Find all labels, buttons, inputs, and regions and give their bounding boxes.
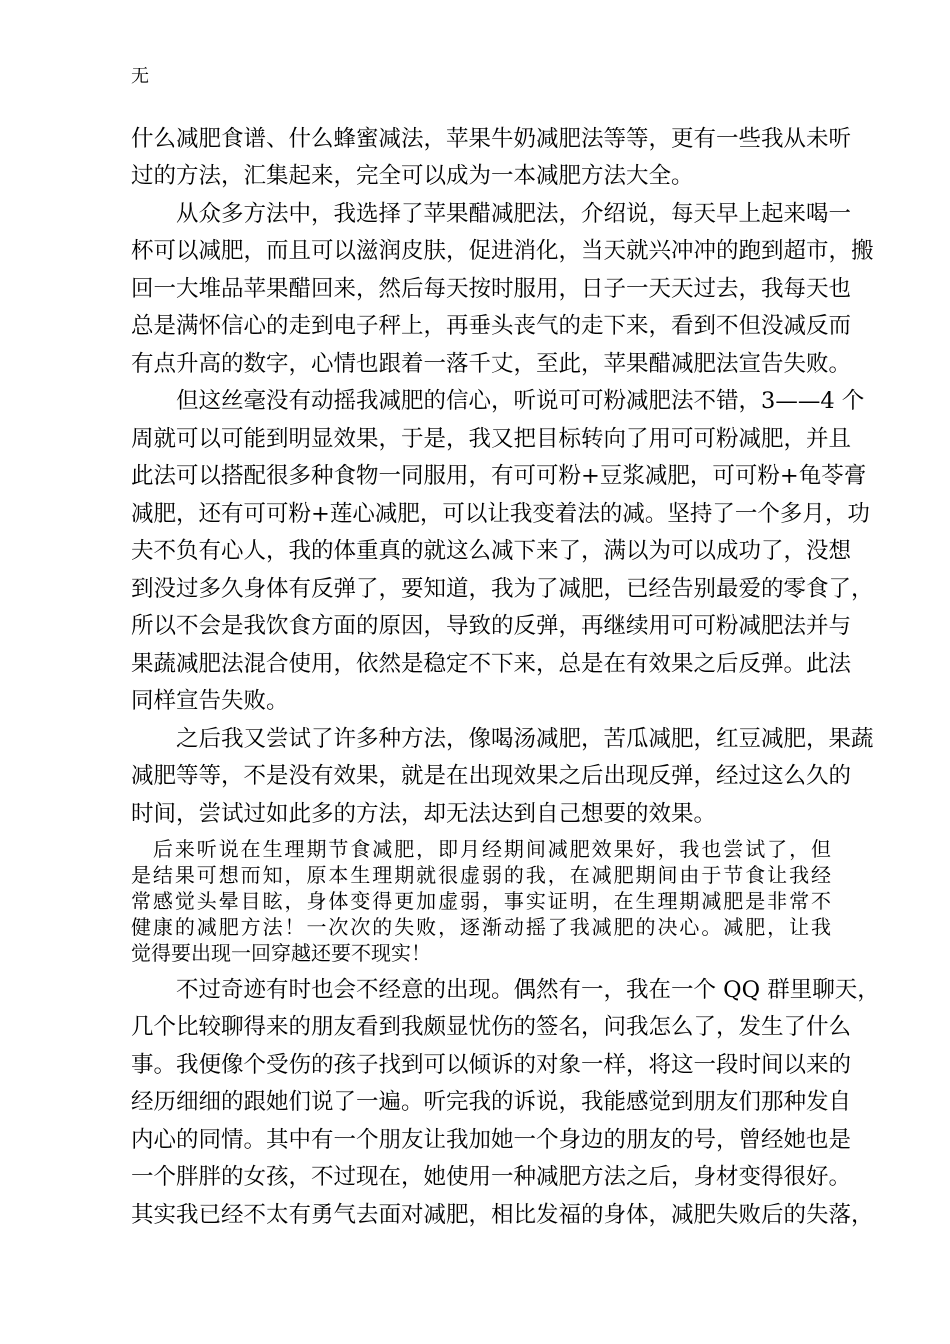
body-line: 常感觉头晕目眩，身体变得更加虚弱，事实证明，在生理期减肥是非常不 [131,889,831,913]
body-line: 周就可以可能到明显效果，于是，我又把目标转向了用可可粉减肥，并且 [131,426,852,452]
body-line: 同样宣告失败。 [131,688,289,714]
body-line: 时间，尝试过如此多的方法，却无法达到自己想要的效果。 [131,801,717,827]
body-line: 几个比较聊得来的朋友看到我颇显忧伤的签名，问我怎么了，发生了什么 [131,1014,852,1040]
body-line: 但这丝毫没有动摇我减肥的信心，听说可可粉减肥法不错，3——4 个 [131,388,865,414]
body-line: 经历细细的跟她们说了一遍。听完我的诉说，我能感觉到朋友们那种发自 [131,1089,852,1115]
page-header: 无 [131,66,149,87]
body-line: 有点升高的数字，心情也跟着一落千丈，至此，苹果醋减肥法宣告失败。 [131,351,852,377]
body-line: 内心的同情。其中有一个朋友让我加她一个身边的朋友的号，曾经她也是 [131,1127,852,1153]
body-line: 杯可以减肥，而且可以滋润皮肤，促进消化，当天就兴冲冲的跑到超市，搬 [131,238,874,264]
body-line: 觉得要出现一回穿越还要不现实！ [131,941,431,965]
body-line: 一个胖胖的女孩，不过现在，她使用一种减肥方法之后，身材变得很好。 [131,1164,852,1190]
body-line: 到没过多久身体有反弹了，要知道，我为了减肥，已经告别最爱的零食了， [131,576,874,602]
body-line: 总是满怀信心的走到电子秤上，再垂头丧气的走下来，看到不但没减反而 [131,313,852,339]
body-line: 健康的减肥方法！一次次的失败，逐渐动摇了我减肥的决心。减肥，让我 [131,915,831,939]
body-line: 减肥等等，不是没有效果，就是在出现效果之后出现反弹，经过这么久的 [131,763,852,789]
body-line: 其实我已经不太有勇气去面对减肥，相比发福的身体，减肥失败后的失落， [131,1202,874,1228]
body-line: 后来听说在生理期节食减肥，即月经期间减肥效果好，我也尝试了，但 [131,837,831,861]
body-line: 果蔬减肥法混合使用，依然是稳定不下来，总是在有效果之后反弹。此法 [131,651,852,677]
body-line: 是结果可想而知，原本生理期就很虚弱的我，在减肥期间由于节食让我经 [131,863,831,887]
body-line: 回一大堆品苹果醋回来，然后每天按时服用，日子一天天过去，我每天也 [131,276,852,302]
body-line: 事。我便像个受伤的孩子找到可以倾诉的对象一样，将这一段时间以来的 [131,1052,852,1078]
body-line: 减肥，还有可可粉+莲心减肥，可以让我变着法的减。坚持了一个多月，功 [131,501,870,527]
body-line: 从众多方法中，我选择了苹果醋减肥法，介绍说，每天早上起来喝一 [131,201,852,227]
body-line: 不过奇迹有时也会不经意的出现。偶然有一，我在一个 QQ 群里聊天， [131,977,880,1003]
body-line: 过的方法，汇集起来，完全可以成为一本减肥方法大全。 [131,163,694,189]
body-line: 什么减肥食谱、什么蜂蜜减法，苹果牛奶减肥法等等，更有一些我从未听 [131,126,852,152]
body-line: 夫不负有心人，我的体重真的就这么减下来了，满以为可以成功了，没想 [131,538,852,564]
body-line: 之后我又尝试了许多种方法，像喝汤减肥，苦瓜减肥，红豆减肥，果蔬 [131,726,874,752]
body-line: 此法可以搭配很多种食物一同服用，有可可粉+豆浆减肥，可可粉+龟苓膏 [131,463,867,489]
body-line: 所以不会是我饮食方面的原因，导致的反弹，再继续用可可粉减肥法并与 [131,613,852,639]
